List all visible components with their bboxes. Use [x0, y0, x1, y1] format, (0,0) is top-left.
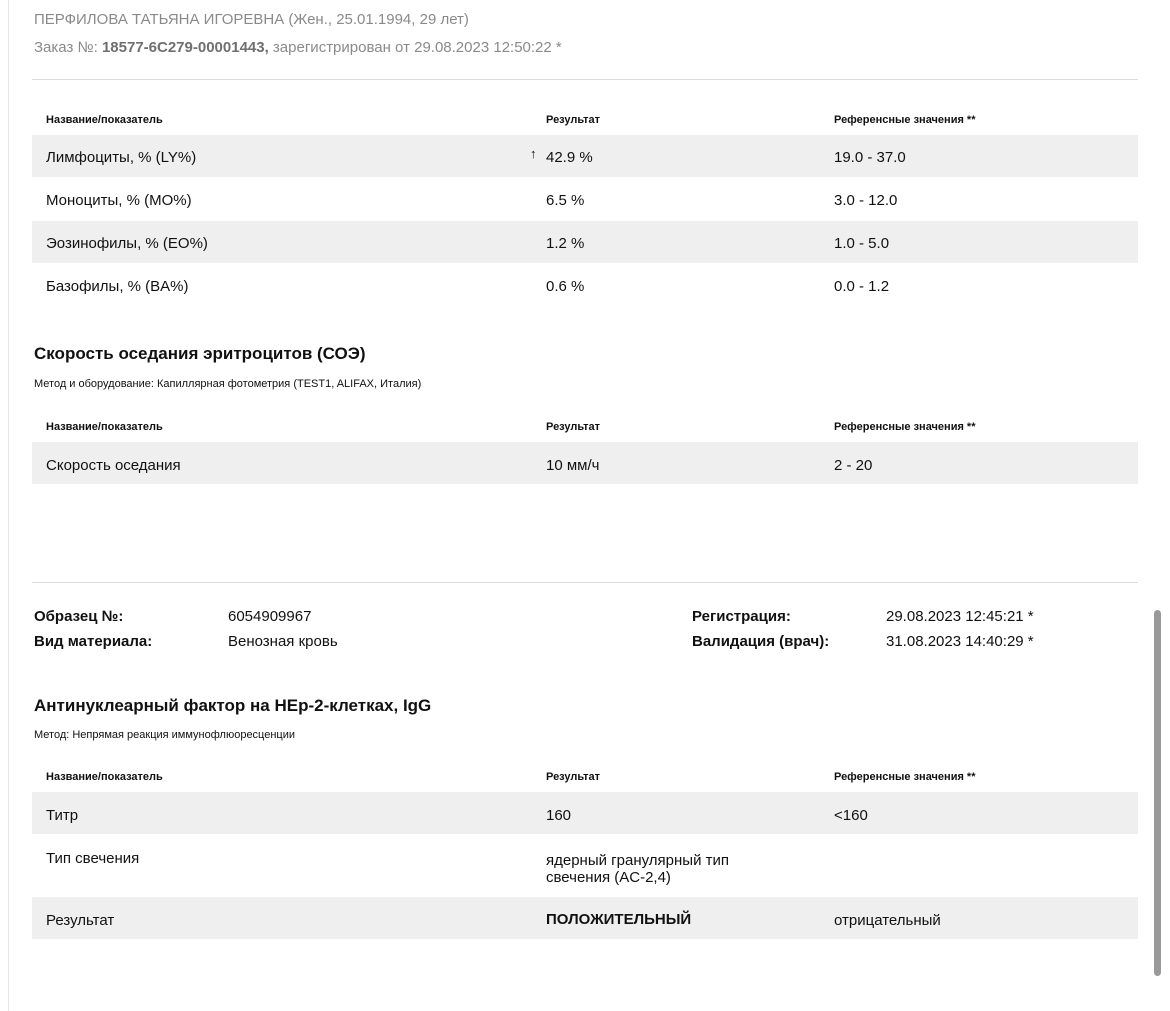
registration-value: 29.08.2023 12:45:21 *	[886, 608, 1034, 625]
sample-number-label: Образец №:	[34, 608, 124, 625]
row-name: Скорость оседания	[46, 457, 181, 474]
sample-number-value: 6054909967	[228, 608, 312, 625]
row-reference: 3.0 - 12.0	[834, 192, 898, 209]
row-result: 42.9 %	[546, 149, 593, 166]
row-name: Титр	[46, 807, 79, 824]
table-row	[32, 792, 1138, 834]
esr-method: Метод и оборудование: Капиллярная фотометрия (TEST1, ALIFAX, Италия)	[34, 378, 422, 390]
material-value: Венозная кровь	[228, 633, 338, 650]
table-row	[32, 897, 1138, 939]
col-header-reference: Референсные значения **	[834, 114, 976, 126]
order-number: 18577-6С279-00001443,	[101, 39, 269, 56]
ana-title: Антинуклеарный фактор на HEp-2-клетках, IgG	[34, 696, 432, 715]
row-name: Эозинофилы, % (EO%)	[46, 235, 208, 252]
col-header-name: Название/показатель	[46, 771, 163, 783]
table-row	[32, 221, 1138, 263]
order-suffix: зарегистрирован от 29.08.2023 12:50:22 *	[268, 39, 562, 56]
lab-report-page	[8, 0, 1150, 1011]
row-reference: 2 - 20	[834, 457, 873, 474]
col-header-reference: Референсные значения **	[834, 421, 976, 433]
row-result-line1: ядерный гранулярный тип	[546, 852, 729, 869]
table-row	[32, 264, 1138, 306]
sample-divider	[32, 582, 1138, 583]
header-divider	[32, 79, 1138, 80]
order-info	[34, 39, 562, 56]
row-name: Моноциты, % (MO%)	[46, 192, 192, 209]
row-result: 10 мм/ч	[546, 457, 600, 474]
esr-title: Скорость оседания эритроцитов (СОЭ)	[34, 344, 366, 363]
col-header-result: Результат	[546, 114, 601, 126]
row-name: Базофилы, % (BA%)	[46, 278, 189, 295]
row-result: 6.5 %	[546, 192, 585, 209]
table-row	[32, 135, 1138, 177]
col-header-reference: Референсные значения **	[834, 771, 976, 783]
ana-method: Метод: Непрямая реакция иммунофлюоресценции	[34, 729, 296, 741]
row-reference: 1.0 - 5.0	[834, 235, 890, 252]
row-name: Результат	[46, 912, 115, 929]
row-result: 0.6 %	[546, 278, 585, 295]
row-reference: 0.0 - 1.2	[834, 278, 890, 295]
table-row	[32, 178, 1138, 220]
row-result: ПОЛОЖИТЕЛЬНЫЙ	[546, 911, 692, 928]
row-result: 160	[546, 807, 572, 824]
row-reference: <160	[834, 807, 868, 824]
col-header-name: Название/показатель	[46, 114, 163, 126]
row-reference: отрицательный	[834, 912, 941, 929]
row-name: Лимфоциты, % (LY%)	[46, 149, 197, 166]
col-header-result: Результат	[546, 421, 601, 433]
up-arrow-icon: ↑	[530, 146, 537, 161]
col-header-result: Результат	[546, 771, 601, 783]
col-header-name: Название/показатель	[46, 421, 163, 433]
table-row	[32, 442, 1138, 484]
registration-label: Регистрация:	[692, 608, 791, 625]
row-name: Тип свечения	[46, 850, 140, 867]
patient-info: ПЕРФИЛОВА ТАТЬЯНА ИГОРЕВНА (Жен., 25.01.1994, 29 лет)	[34, 11, 469, 28]
validation-label: Валидация (врач):	[692, 633, 830, 650]
material-label: Вид материала:	[34, 633, 153, 650]
validation-value: 31.08.2023 14:40:29 *	[886, 633, 1034, 650]
scrollbar-thumb[interactable]	[1154, 610, 1161, 976]
order-prefix: Заказ №:	[34, 39, 102, 56]
row-result-line2: свечения (AC-2,4)	[546, 869, 671, 886]
row-result: 1.2 %	[546, 235, 585, 252]
row-reference: 19.0 - 37.0	[834, 149, 906, 166]
table-row	[32, 838, 1138, 894]
